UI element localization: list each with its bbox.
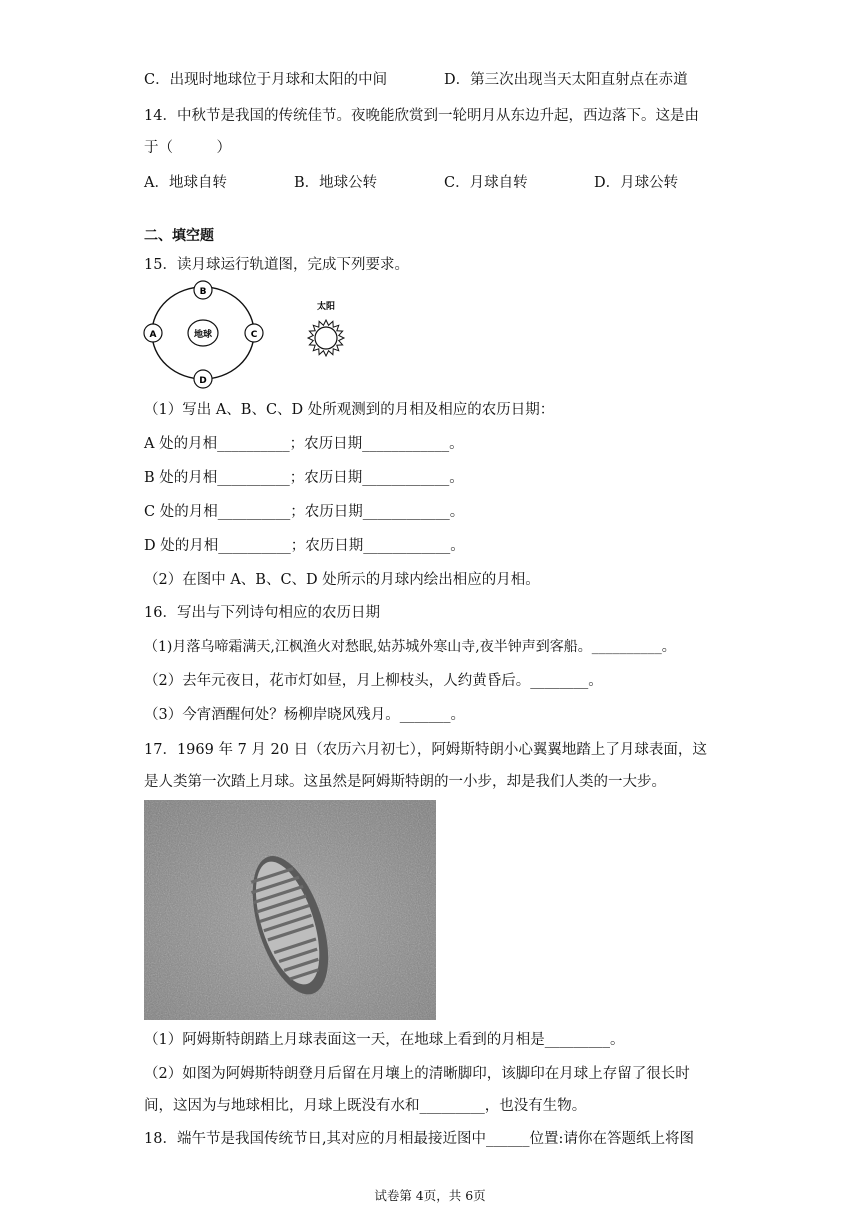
q15-row-a: A 处的月相__________；农历日期____________。 (144, 436, 464, 452)
q17-sub2-line2: 间，这因为与地球相比，月球上既没有水和_________，也没有生物。 (144, 1098, 587, 1114)
moon-label-d: D (199, 376, 207, 386)
sun-disc (315, 327, 337, 349)
q15-row-c: C 处的月相__________；农历日期____________。 (144, 504, 465, 520)
q17-sub2-line1: （2）如图为阿姆斯特朗登月后留在月壤上的清晰脚印，该脚印在月球上存留了很长时 (144, 1066, 690, 1082)
q14-option-c: C．月球自转 (444, 175, 528, 191)
q13-option-d: D．第三次出现当天太阳直射点在赤道 (444, 72, 688, 88)
moon-label-a: A (149, 330, 157, 340)
page-footer: 试卷第 4页，共 6页 (374, 1188, 486, 1203)
q14-stem-line1: 14．中秋节是我国的传统佳节。夜晚能欣赏到一轮明月从东边升起，西边落下。这是由 (144, 108, 699, 124)
moon-position-c (245, 324, 263, 342)
q17-stem-line2: 是人类第一次踏上月球。这虽然是阿姆斯特朗的一小步，却是我们人类的一大步。 (144, 774, 666, 790)
q14-option-a: A．地球自转 (144, 175, 227, 191)
q15-sub1: （1）写出 A、B、C、D 处所观测到的月相及相应的农历日期： (144, 402, 555, 418)
q18-stem-line1: 18．端午节是我国传统节日,其对应的月相最接近图中______位置:请你在答题纸上将图 (144, 1131, 694, 1147)
sun-diagram (302, 298, 350, 362)
sun-label: 太阳 (316, 302, 336, 312)
q16-item-1: （1)月落乌啼霜满天,江枫渔火对愁眠,姑苏城外寒山寺,夜半钟声到客船。__________。 (144, 639, 676, 655)
moon-label-c: C (250, 330, 258, 340)
q16-item-2: （2）去年元夜日，花市灯如昼，月上柳枝头，人约黄昏后。________。 (144, 673, 603, 689)
footprint-photo (144, 800, 436, 1020)
q15-row-d: D 处的月相__________；农历日期____________。 (144, 538, 465, 554)
moon-position-d (194, 370, 212, 388)
q14-option-b: B．地球公转 (294, 175, 378, 191)
moon-orbit-diagram (140, 278, 270, 390)
section-title: 二、填空题 (144, 228, 214, 244)
moon-position-a (144, 324, 162, 342)
q16-item-3: （3）今宵酒醒何处？杨柳岸晓风残月。_______。 (144, 707, 465, 723)
q15-row-b: B 处的月相__________；农历日期____________。 (144, 470, 464, 486)
q14-option-d: D．月球公转 (594, 175, 679, 191)
moon-position-b (194, 281, 212, 299)
q13-option-c: C．出现时地球位于月球和太阳的中间 (144, 72, 388, 88)
moon-label-b: B (199, 287, 207, 297)
q17-sub1: （1）阿姆斯特朗踏上月球表面这一天，在地球上看到的月相是_________。 (144, 1032, 625, 1048)
earth-label: 地球 (193, 330, 213, 340)
q15-sub2: （2）在图中 A、B、C、D 处所示的月球内绘出相应的月相。 (144, 572, 540, 588)
q14-stem-line2: 于（ ） (144, 140, 231, 156)
q15-stem: 15．读月球运行轨道图，完成下列要求。 (144, 257, 409, 273)
q16-stem: 16．写出与下列诗句相应的农历日期 (144, 605, 380, 621)
q17-stem-line1: 17．1969 年 7 月 20 日（农历六月初七），阿姆斯特朗小心翼翼地踏上了月球表面，这 (144, 742, 707, 758)
